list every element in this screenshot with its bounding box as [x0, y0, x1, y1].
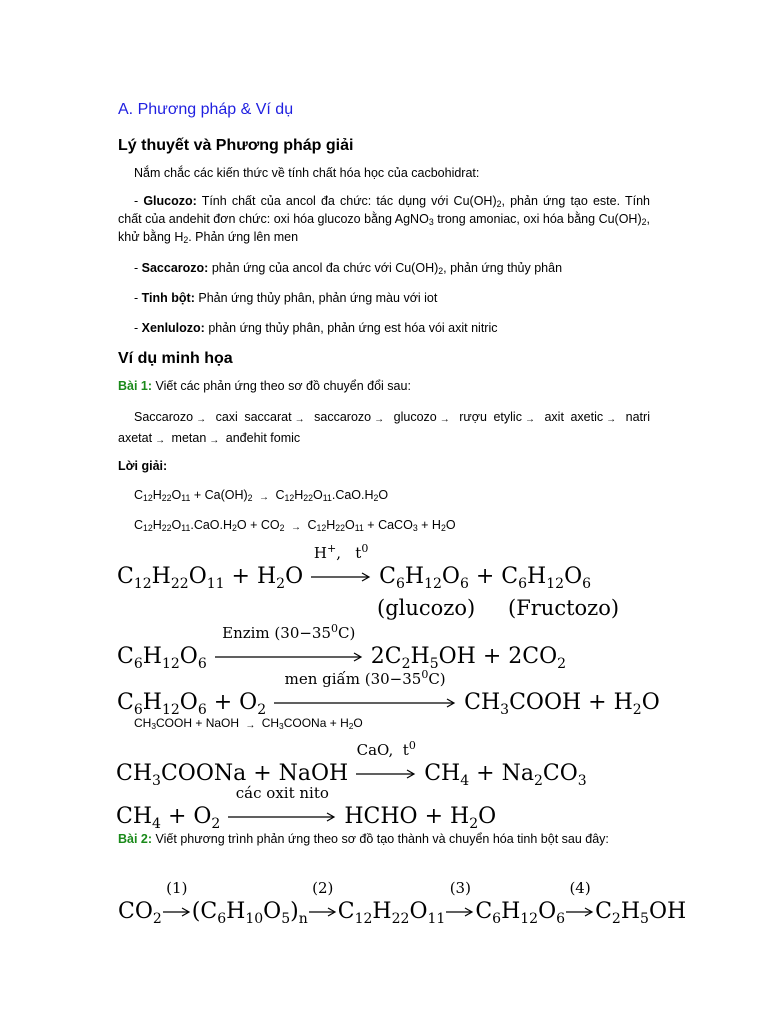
equation-fermentation: $C_6H_{12}O_6$ Enzim $(30-35^0C)$ $2C_2H_5OH + 2CO_2$ [117, 622, 567, 672]
chain-item: natri axetat [118, 410, 650, 445]
equation-vinegar: $C_6H_{12}O_6 + O_2$ men giấm $(30-35^0C)$ $CH_3COOH + H_2O$ [117, 668, 660, 718]
glucozo-text: , phản ứng tạo este. Tính chất của andehit đơn chức: oxi hóa glucozo bằng AgNO [118, 194, 651, 226]
reaction-arrow: (2) [308, 895, 338, 929]
bai1-text: Viết các phản ứng theo sơ đồ chuyển đổi sau: [155, 379, 411, 393]
glucozo-paragraph: - Glucozo: Tính chất của ancol đa chức: tác dụng với $Cu(OH)_2$, phản ứng tạo este. Tính chất của andehit đơn chức: oxi hóa glucozo bằng AgNO$_3$ trong amoniac, oxi hóa bằng $Cu(OH)_2$, khử bằng $H_2$. Phản ứng lên men [118, 194, 651, 245]
loigiai-label: Lời giải: [118, 459, 168, 473]
chain-item: saccarozo [314, 410, 372, 424]
reaction-arrow: CaO, $t^0$ [355, 757, 417, 791]
small-equation-1: $C_{12}H_{22}O_{11} + Ca(OH)_2 \to C_{12}H_{22}O_{11}.CaO.H_2O$ [134, 488, 389, 503]
heading-theory: Lý thuyết và Phương pháp giải [118, 137, 354, 154]
saccarozo-text: , phản ứng thủy phân [443, 261, 563, 275]
equation-hydrolysis: $C_{12}H_{22}O_{11} + H_2O$ H+, $t^0$ $C_6H_{12}O_6 + C_6H_{12}O_6$ [117, 542, 592, 592]
reaction-arrow: (4) [565, 895, 595, 929]
small-equation-2: $C_{12}H_{22}O_{11}.CaO.H_2O + CO_2 \to C_{12}H_{22}O_{11}$ + CaCO$_3$ + $H_2O$ [134, 518, 456, 533]
reaction-arrow: (3) [445, 895, 475, 929]
chain-item: metan [171, 431, 207, 445]
small-equation-3: $CH_3COOH$ + NaOH → $CH_3COONa + H_2O$ [134, 716, 363, 731]
bai2-text: Viết phương trình phản ứng theo sơ đồ tạo thành và chuyển hóa tinh bột sau đây: [155, 832, 609, 846]
arrow-icon: → [291, 522, 301, 533]
arrow-icon: → [294, 414, 305, 425]
reaction-arrow: H+, $t^0$ [310, 560, 372, 594]
reaction-arrow: men giấm $(30-35^0C)$ [273, 686, 457, 720]
bai1-prompt [118, 377, 650, 395]
reaction-arrow: Enzim $(30-35^0C)$ [214, 640, 364, 674]
label-glucozo: (glucozo) [377, 596, 476, 620]
arrow-icon: → [374, 414, 385, 425]
xenlulozo-label: Xenlulozo: [141, 321, 205, 335]
tinhbot-label: Tinh bột: [141, 291, 195, 305]
bai1-label: Bài 1: [118, 379, 153, 393]
reaction-arrow: các oxit nito [227, 800, 337, 834]
equation-methane: $CH_3COONa$ + NaOH CaO, $t^0$ $CH_4 + Na_2CO_3$ [116, 739, 587, 789]
chain-item: glucozo [393, 410, 437, 424]
chain-item: caxi saccarat [215, 410, 292, 424]
reaction-arrow: (1) [162, 895, 192, 929]
glucozo-text: . Phản ứng lên men [188, 230, 299, 244]
arrow-icon: → [439, 414, 450, 425]
arrow-icon: → [524, 414, 535, 425]
tinhbot-paragraph: - Tinh bột: Phản ứng thủy phân, phản ứng màu với iot [134, 291, 438, 305]
bai2-prompt [118, 830, 650, 848]
arrow-icon: → [606, 414, 617, 425]
equation-starch-chain: $CO_2$ (1) $(C_6H_{10}O_5)_n$ (2) $C_{12}H_{22}O_{11}$ (3) $C_6H_{12}O_6$ (4) $C_2H_5OH$ [118, 879, 687, 927]
intro-text: Nắm chắc các kiến thức về tính chất hóa học của cacbohidrat: [134, 166, 480, 180]
heading-examples: Ví dụ minh họa [118, 350, 233, 367]
arrow-icon: → [209, 435, 220, 446]
glucozo-text: , khử bằng H [118, 212, 650, 244]
arrow-icon: → [155, 435, 166, 446]
chain-item: axit axetic [544, 410, 604, 424]
xenlulozo-text: phản ứng thủy phân, phản ứng est hóa vói axit nitric [208, 321, 498, 335]
saccarozo-paragraph: - Saccarozo: phản ứng của ancol đa chức với $Cu(OH)_2$, phản ứng thủy phân [134, 261, 563, 276]
arrow-icon: → [259, 492, 270, 503]
saccarozo-label: Saccarozo: [141, 261, 209, 275]
chain-item: anđehit fomic [225, 431, 301, 445]
arrow-icon: → [196, 414, 207, 425]
section-title: A. Phương pháp & Ví dụ [118, 101, 294, 118]
saccarozo-text: phản ứng của ancol đa chức với Cu(OH) [211, 261, 439, 275]
arrow-icon: → [245, 720, 256, 731]
chain-item: Saccarozo [134, 410, 194, 424]
chain-item: rượu etylic [459, 410, 522, 424]
glucozo-text: Tính chất của ancol đa chức: tác dụng với Cu(OH) [201, 194, 497, 208]
tinhbot-text: Phản ứng thủy phân, phản ứng màu với iot [198, 291, 438, 305]
glucozo-label: Glucozo: [143, 194, 197, 208]
xenlulozo-paragraph: - Xenlulozo: phản ứng thủy phân, phản ứng est hóa vói axit nitric [134, 321, 498, 335]
label-fructozo: (Fructozo) [508, 596, 620, 620]
glucozo-text: trong amoniac, oxi hóa bằng Cu(OH) [433, 212, 642, 226]
equation-formaldehyde: $CH_4 + O_2$ các oxit nito HCHO + $H_2O$ [116, 784, 497, 832]
bai2-label: Bài 2: [118, 832, 153, 846]
bai1-chain [118, 408, 650, 450]
